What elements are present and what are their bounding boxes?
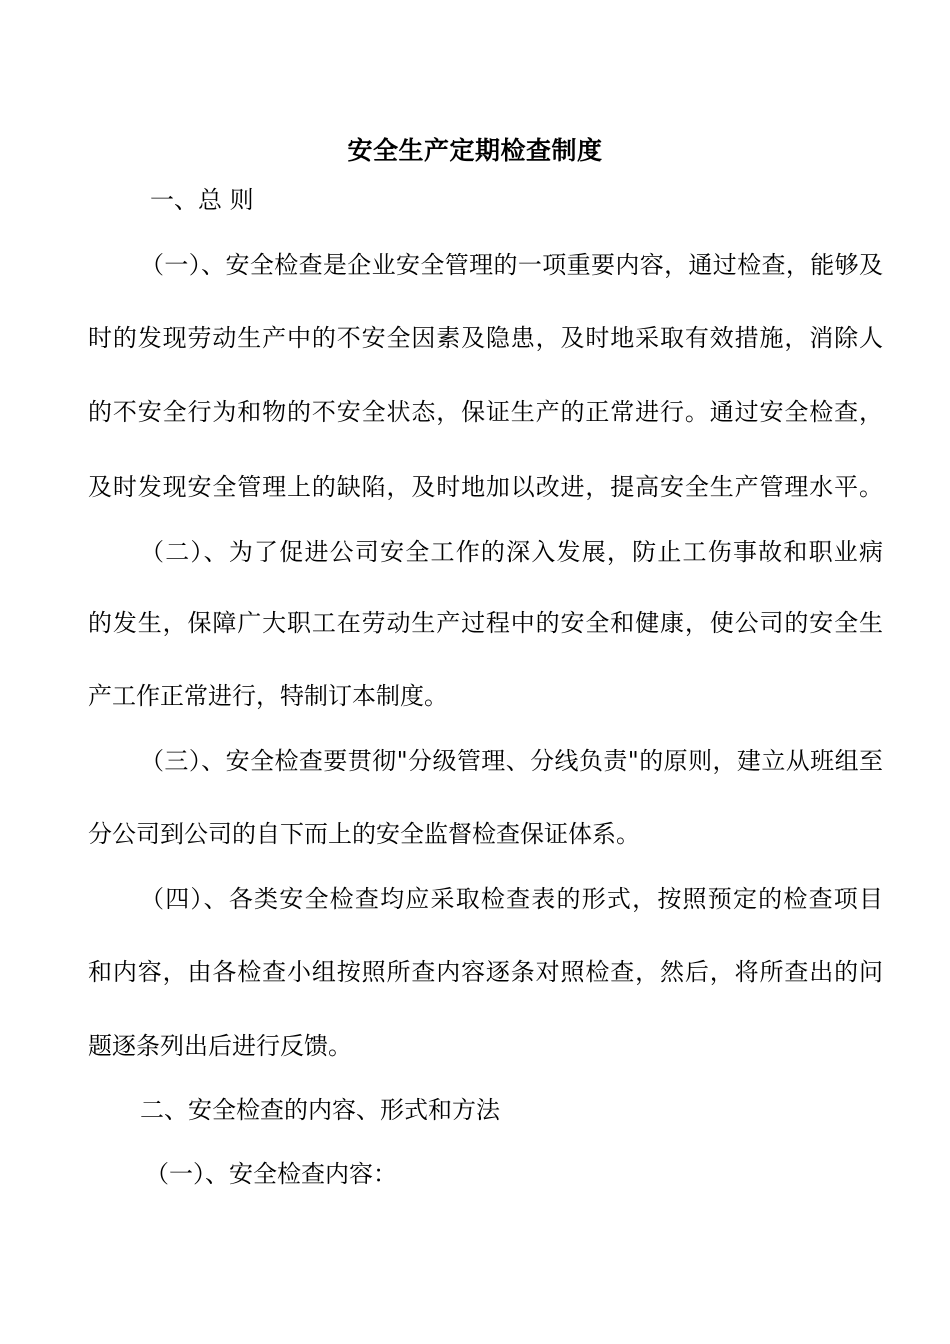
section-heading-general: 一、总 则 (150, 186, 254, 214)
paragraph-2-line-1: （二）、为了促进公司安全工作的深入发展，防止工伤事故和职业病 (140, 538, 883, 566)
paragraph-1-line-2: 时的发现劳动生产中的不安全因素及隐患，及时地采取有效措施，消除人 (88, 324, 883, 352)
subsection-heading-inspection-content: （一）、安全检查内容： (145, 1160, 397, 1188)
paragraph-3-line-1: （三）、安全检查要贯彻"分级管理、分线负责"的原则，建立从班组至 (140, 747, 883, 775)
paragraph-1-line-3: 的不安全行为和物的不安全状态，保证生产的正常进行。通过安全检查， (88, 398, 883, 426)
paragraph-3-line-2: 分公司到公司的自下而上的安全监督检查保证体系。 (88, 820, 640, 848)
paragraph-2-line-3: 产工作正常进行，特制订本制度。 (88, 682, 448, 710)
document-title: 安全生产定期检查制度 (347, 136, 603, 165)
paragraph-4-line-2: 和内容，由各检查小组按照所查内容逐条对照检查，然后，将所查出的问 (88, 958, 883, 986)
paragraph-1-line-1: （一）、安全检查是企业安全管理的一项重要内容，通过检查，能够及 (140, 251, 883, 279)
paragraph-4-line-1: （四）、各类安全检查均应采取检查表的形式，按照预定的检查项目 (140, 885, 883, 913)
section-heading-content-forms-methods: 二、安全检查的内容、形式和方法 (140, 1096, 500, 1124)
paragraph-2-line-2: 的发生，保障广大职工在劳动生产过程中的安全和健康，使公司的安全生 (88, 609, 883, 637)
paragraph-1-line-4: 及时发现安全管理上的缺陷，及时地加以改进，提高安全生产管理水平。 (88, 473, 883, 501)
paragraph-4-line-3: 题逐条列出后进行反馈。 (88, 1032, 352, 1060)
